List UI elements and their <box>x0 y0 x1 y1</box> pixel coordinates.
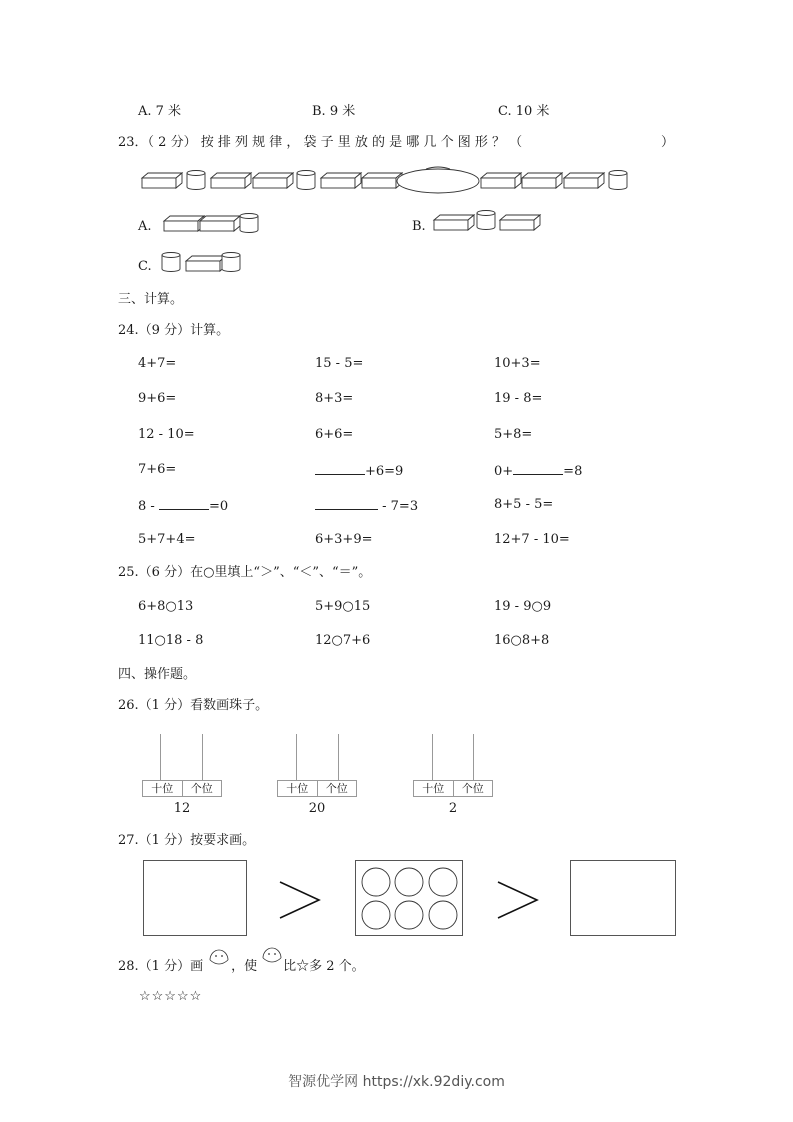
bag-icon <box>397 169 479 193</box>
calc-item: 15 - 5= <box>315 356 364 371</box>
star-row: ☆☆☆☆☆ <box>139 989 203 1004</box>
calc-item: 6+3+9= <box>315 532 373 547</box>
cuboid-shape <box>211 173 251 188</box>
abacus-number: 2 <box>448 801 458 816</box>
cuboid-shape <box>200 216 240 231</box>
calc-item-blank: 8 - =0 <box>138 499 229 514</box>
cuboid-shape <box>321 173 361 188</box>
option-b: B. 9 米 <box>312 104 356 119</box>
smiley-face-icon <box>260 944 284 968</box>
circle-shape <box>362 868 390 896</box>
q23-title: 23．（ 2 分） 按 排 列 规 律 ， 袋 子 里 放 的 是 哪 几 个 图 形 ？ （ <box>118 135 523 150</box>
cuboid-shape <box>481 173 521 188</box>
circle-shape <box>362 901 390 929</box>
q23-option-c-label: C. <box>138 259 152 274</box>
abacus-number: 20 <box>308 801 326 816</box>
circle-shape <box>395 901 423 929</box>
option-a: A. 7 米 <box>138 104 182 119</box>
q27-title: 27.（1 分）按要求画。 <box>118 833 256 848</box>
circles-box <box>355 860 463 936</box>
cuboid-shape <box>142 173 182 188</box>
circle-shape <box>429 901 457 929</box>
abacus-rod <box>473 734 474 780</box>
answer-blank[interactable] <box>513 462 563 475</box>
cylinder-shape <box>297 171 315 190</box>
cylinder-shape <box>477 211 495 230</box>
cylinder-shape <box>187 171 205 190</box>
greater-than-sign <box>496 880 540 920</box>
abacus-rod <box>160 734 161 780</box>
abacus-base: 十位 个位 <box>413 780 493 797</box>
q23-option-b-label: B. <box>412 219 426 234</box>
abacus-rod <box>432 734 433 780</box>
calc-item-blank: 0+ =8 <box>494 464 583 479</box>
cylinder-shape <box>162 253 180 272</box>
calc-item: 12+7 - 10= <box>494 532 570 547</box>
answer-blank[interactable] <box>315 497 378 510</box>
footer-watermark: 智源优学网 https://xk.92diy.com <box>288 1074 505 1090</box>
cylinder-shape <box>240 214 258 233</box>
option-c: C. 10 米 <box>498 104 550 119</box>
calc-item: 12 - 10= <box>138 427 195 442</box>
q25-title: 25.（6 分）在○里填上“＞”、“＜”、“＝”。 <box>118 565 372 580</box>
drawing-box-right[interactable] <box>570 860 676 936</box>
cuboid-shape <box>434 215 474 230</box>
calc-item: 4+7= <box>138 356 177 371</box>
q23-option-a-shapes <box>162 210 262 234</box>
calc-item-blank: +6=9 <box>315 462 403 480</box>
calc-item: 8+3= <box>315 391 354 406</box>
circle-shape <box>395 868 423 896</box>
q23-option-a-label: A. <box>138 219 152 234</box>
circle-shape <box>429 868 457 896</box>
abacus-rod <box>296 734 297 780</box>
calc-item: 6+6= <box>315 427 354 442</box>
calc-item: 5+8= <box>494 427 533 442</box>
calc-item: 10+3= <box>494 356 541 371</box>
answer-blank[interactable] <box>159 497 209 510</box>
cuboid-shape <box>500 215 540 230</box>
compare-item: 16○8+8 <box>494 633 550 648</box>
cuboid-shape <box>522 173 562 188</box>
compare-item: 12○7+6 <box>315 633 371 648</box>
cylinder-shape <box>609 171 627 190</box>
abacus-rod <box>202 734 203 780</box>
abacus-base: 十位 个位 <box>277 780 357 797</box>
abacus-number: 12 <box>173 801 191 816</box>
compare-item: 6+8○13 <box>138 599 194 614</box>
drawing-box-left[interactable] <box>143 860 247 936</box>
compare-item: 19 - 9○9 <box>494 599 552 614</box>
q23-option-c-shapes <box>160 249 250 273</box>
compare-item: 5+9○15 <box>315 599 371 614</box>
q24-title: 24.（9 分）计算。 <box>118 323 230 338</box>
answer-blank[interactable] <box>315 462 365 475</box>
greater-than-sign <box>278 880 322 920</box>
q28-instruction: 28.（1 分）画 ，使 比☆多 2 个。 <box>118 959 365 974</box>
abacus-rod <box>338 734 339 780</box>
q26-title: 26.（1 分）看数画珠子。 <box>118 698 269 713</box>
cuboid-shape <box>362 173 402 188</box>
calc-item: 8+5 - 5= <box>494 497 554 512</box>
q23-option-b-shapes <box>432 208 542 232</box>
calc-item: 5+7+4= <box>138 532 196 547</box>
calc-item: 19 - 8= <box>494 391 543 406</box>
calc-item: 9+6= <box>138 391 177 406</box>
cuboid-shape <box>186 256 226 271</box>
compare-item: 11○18 - 8 <box>138 633 204 648</box>
cuboid-shape <box>253 173 293 188</box>
q23-paren-close: ） <box>661 135 675 150</box>
circles-group <box>356 861 464 937</box>
calc-item-blank: - 7=3 <box>315 497 418 515</box>
cylinder-shape <box>222 253 240 272</box>
cuboid-shape <box>564 173 604 188</box>
section-3-heading: 三、计算。 <box>118 292 184 307</box>
cuboid-shape <box>164 216 204 231</box>
abacus-base: 十位 个位 <box>142 780 222 797</box>
pattern-sequence <box>140 164 640 194</box>
smiley-face-icon <box>207 946 231 970</box>
calc-item: 7+6= <box>138 462 177 477</box>
section-4-heading: 四、操作题。 <box>118 667 197 682</box>
